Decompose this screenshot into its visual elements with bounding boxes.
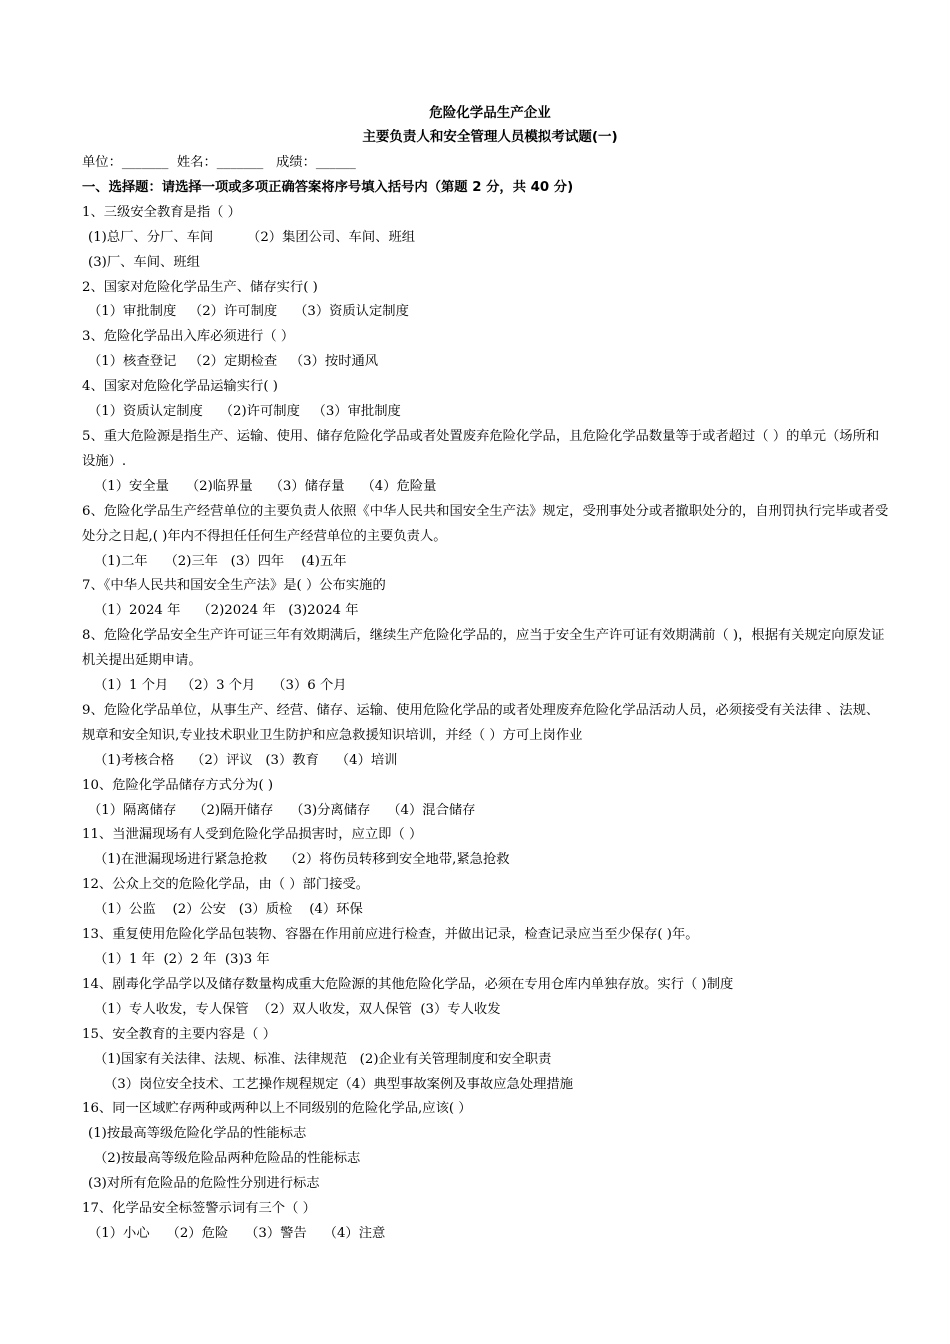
question-options: （1）审批制度 （2）许可制度 （3）资质认定制度 <box>88 304 409 320</box>
question-text: 17、化学品安全标签警示词有三个（ ） <box>82 1201 316 1217</box>
question-text: 6、危险化学品生产经营单位的主要负责人依照《中华人民共和国安全生产法》规定，受刑事处分或者撤职处分的，自刑罚执行完毕或者受处分之日起,( )年内不得担任任何生产经营单位的主要负责人。 <box>82 503 889 544</box>
question-text: 8、危险化学品安全生产许可证三年有效期满后，继续生产危险化学品的，应当于安全生产许可证有效期满前（ )，根据有关规定向原发证机关提出延期申请。 <box>82 628 885 669</box>
doc-title-line1: 危险化学品生产企业 <box>429 105 551 121</box>
question-options: （1）核查登记 （2）定期检查 （3）按时通风 <box>88 354 379 370</box>
question-options: （1）小心 （2）危险 （3）警告 （4）注意 <box>88 1225 386 1241</box>
question-text: 11、当泄漏现场有人受到危险化学品损害时，应立即（ ） <box>82 827 423 843</box>
question-text: 12、公众上交的危险化学品，由（ ）部门接受。 <box>82 877 370 893</box>
info-line: 单位：_______ 姓名：_______ 成绩：______ <box>82 155 356 170</box>
question-options: （1）1 个月 （2）3 个月 （3）6 个月 <box>94 678 347 694</box>
question-options: （1）隔离储存 （2)隔开储存 （3)分离储存 （4）混合储存 <box>88 802 476 818</box>
question-text: 14、剧毒化学品学以及储存数量构成重大危险源的其他危险化学品，必须在专用仓库内单独存放。实行（ )制度 <box>82 976 734 992</box>
question-text: 5、重大危险源是指生产、运输、使用、储存危险化学品或者处置废弃危险化学品，且危险化学品数量等于或者超过（ ）的单元（场所和设施）. <box>82 428 880 469</box>
question-text: 16、同一区域贮存两种或两种以上不同级别的危险化学品,应该( ） <box>82 1101 472 1117</box>
question-options: （1)二年 （2)三年 (3）四年 (4)五年 <box>94 553 347 569</box>
section-heading: 一、选择题：请选择一项或多项正确答案将序号填入括号内（第题 2 分，共 40 分) <box>82 179 574 195</box>
doc-title-line2: 主要负责人和安全管理人员模拟考试题(一) <box>362 129 618 145</box>
question-options: （1)国家有关法律、法规、标准、法律规范 (2)企业有关管理制度和安全职责 <box>94 1051 552 1067</box>
question-options: （1)考核合格 （2）评议 (3）教育 （4）培训 <box>94 752 398 768</box>
question-text: 4、国家对危险化学品运输实行( ) <box>82 379 278 395</box>
question-text: 15、安全教育的主要内容是（ ） <box>82 1026 277 1042</box>
question-text: 13、重复使用危险化学品包装物、容器在作用前应进行检查，并做出记录，检查记录应当至少保存( )年。 <box>82 927 699 943</box>
question-options: （1）1 年 (2）2 年 (3)3 年 <box>94 952 270 967</box>
question-options: （1）安全量 （2)临界量 （3）储存量 （4）危险量 <box>94 478 437 494</box>
question-options: (3)厂、车间、班组 <box>88 254 200 270</box>
question-options: （1）2024 年 （2)2024 年 (3)2024 年 <box>94 603 359 619</box>
question-text: 1、三级安全教育是指（ ） <box>82 204 241 220</box>
exam-content <box>82 151 890 1247</box>
question-options: （1）资质认定制度 （2)许可制度 （3）审批制度 <box>88 404 401 420</box>
question-text: 7、《中华人民共和国安全生产法》是( ）公布实施的 <box>82 578 386 594</box>
question-options: （1)在泄漏现场进行紧急抢救 （2）将伤员转移到安全地带,紧急抢救 <box>94 852 510 868</box>
question-text: 10、危险化学品储存方式分为( ) <box>82 777 274 793</box>
question-options: （3）岗位安全技术、工艺操作规程规定（4）典型事故案例及事故应急处理措施 <box>104 1076 574 1092</box>
question-text: 2、国家对危险化学品生产、储存实行( ) <box>82 279 318 295</box>
question-options: （2)按最高等级危险品两种危险品的性能标志 <box>94 1151 361 1167</box>
question-options: (1)总厂、分厂、车间 （2）集团公司、车间、班组 <box>88 229 416 245</box>
question-options: (3)对所有危险品的危险性分别进行标志 <box>88 1176 320 1192</box>
question-options: （1）专人收发，专人保管 （2）双人收发，双人保管 (3）专人收发 <box>94 1001 501 1017</box>
question-options: (1)按最高等级危险化学品的性能标志 <box>88 1126 307 1142</box>
question-options: （1）公监 (2）公安 (3）质检 (4）环保 <box>94 902 363 918</box>
question-text: 9、危险化学品单位，从事生产、经营、储存、运输、使用危险化学品的或者处理废弃危险化学品活动人员，必须接受有关法律 、法规、规章和安全知识,专业技术职业卫生防护和应急救援知识培训，并经（ ）方可上岗作业 <box>82 702 880 743</box>
question-text: 3、危险化学品出入库必须进行（ ） <box>82 329 295 345</box>
